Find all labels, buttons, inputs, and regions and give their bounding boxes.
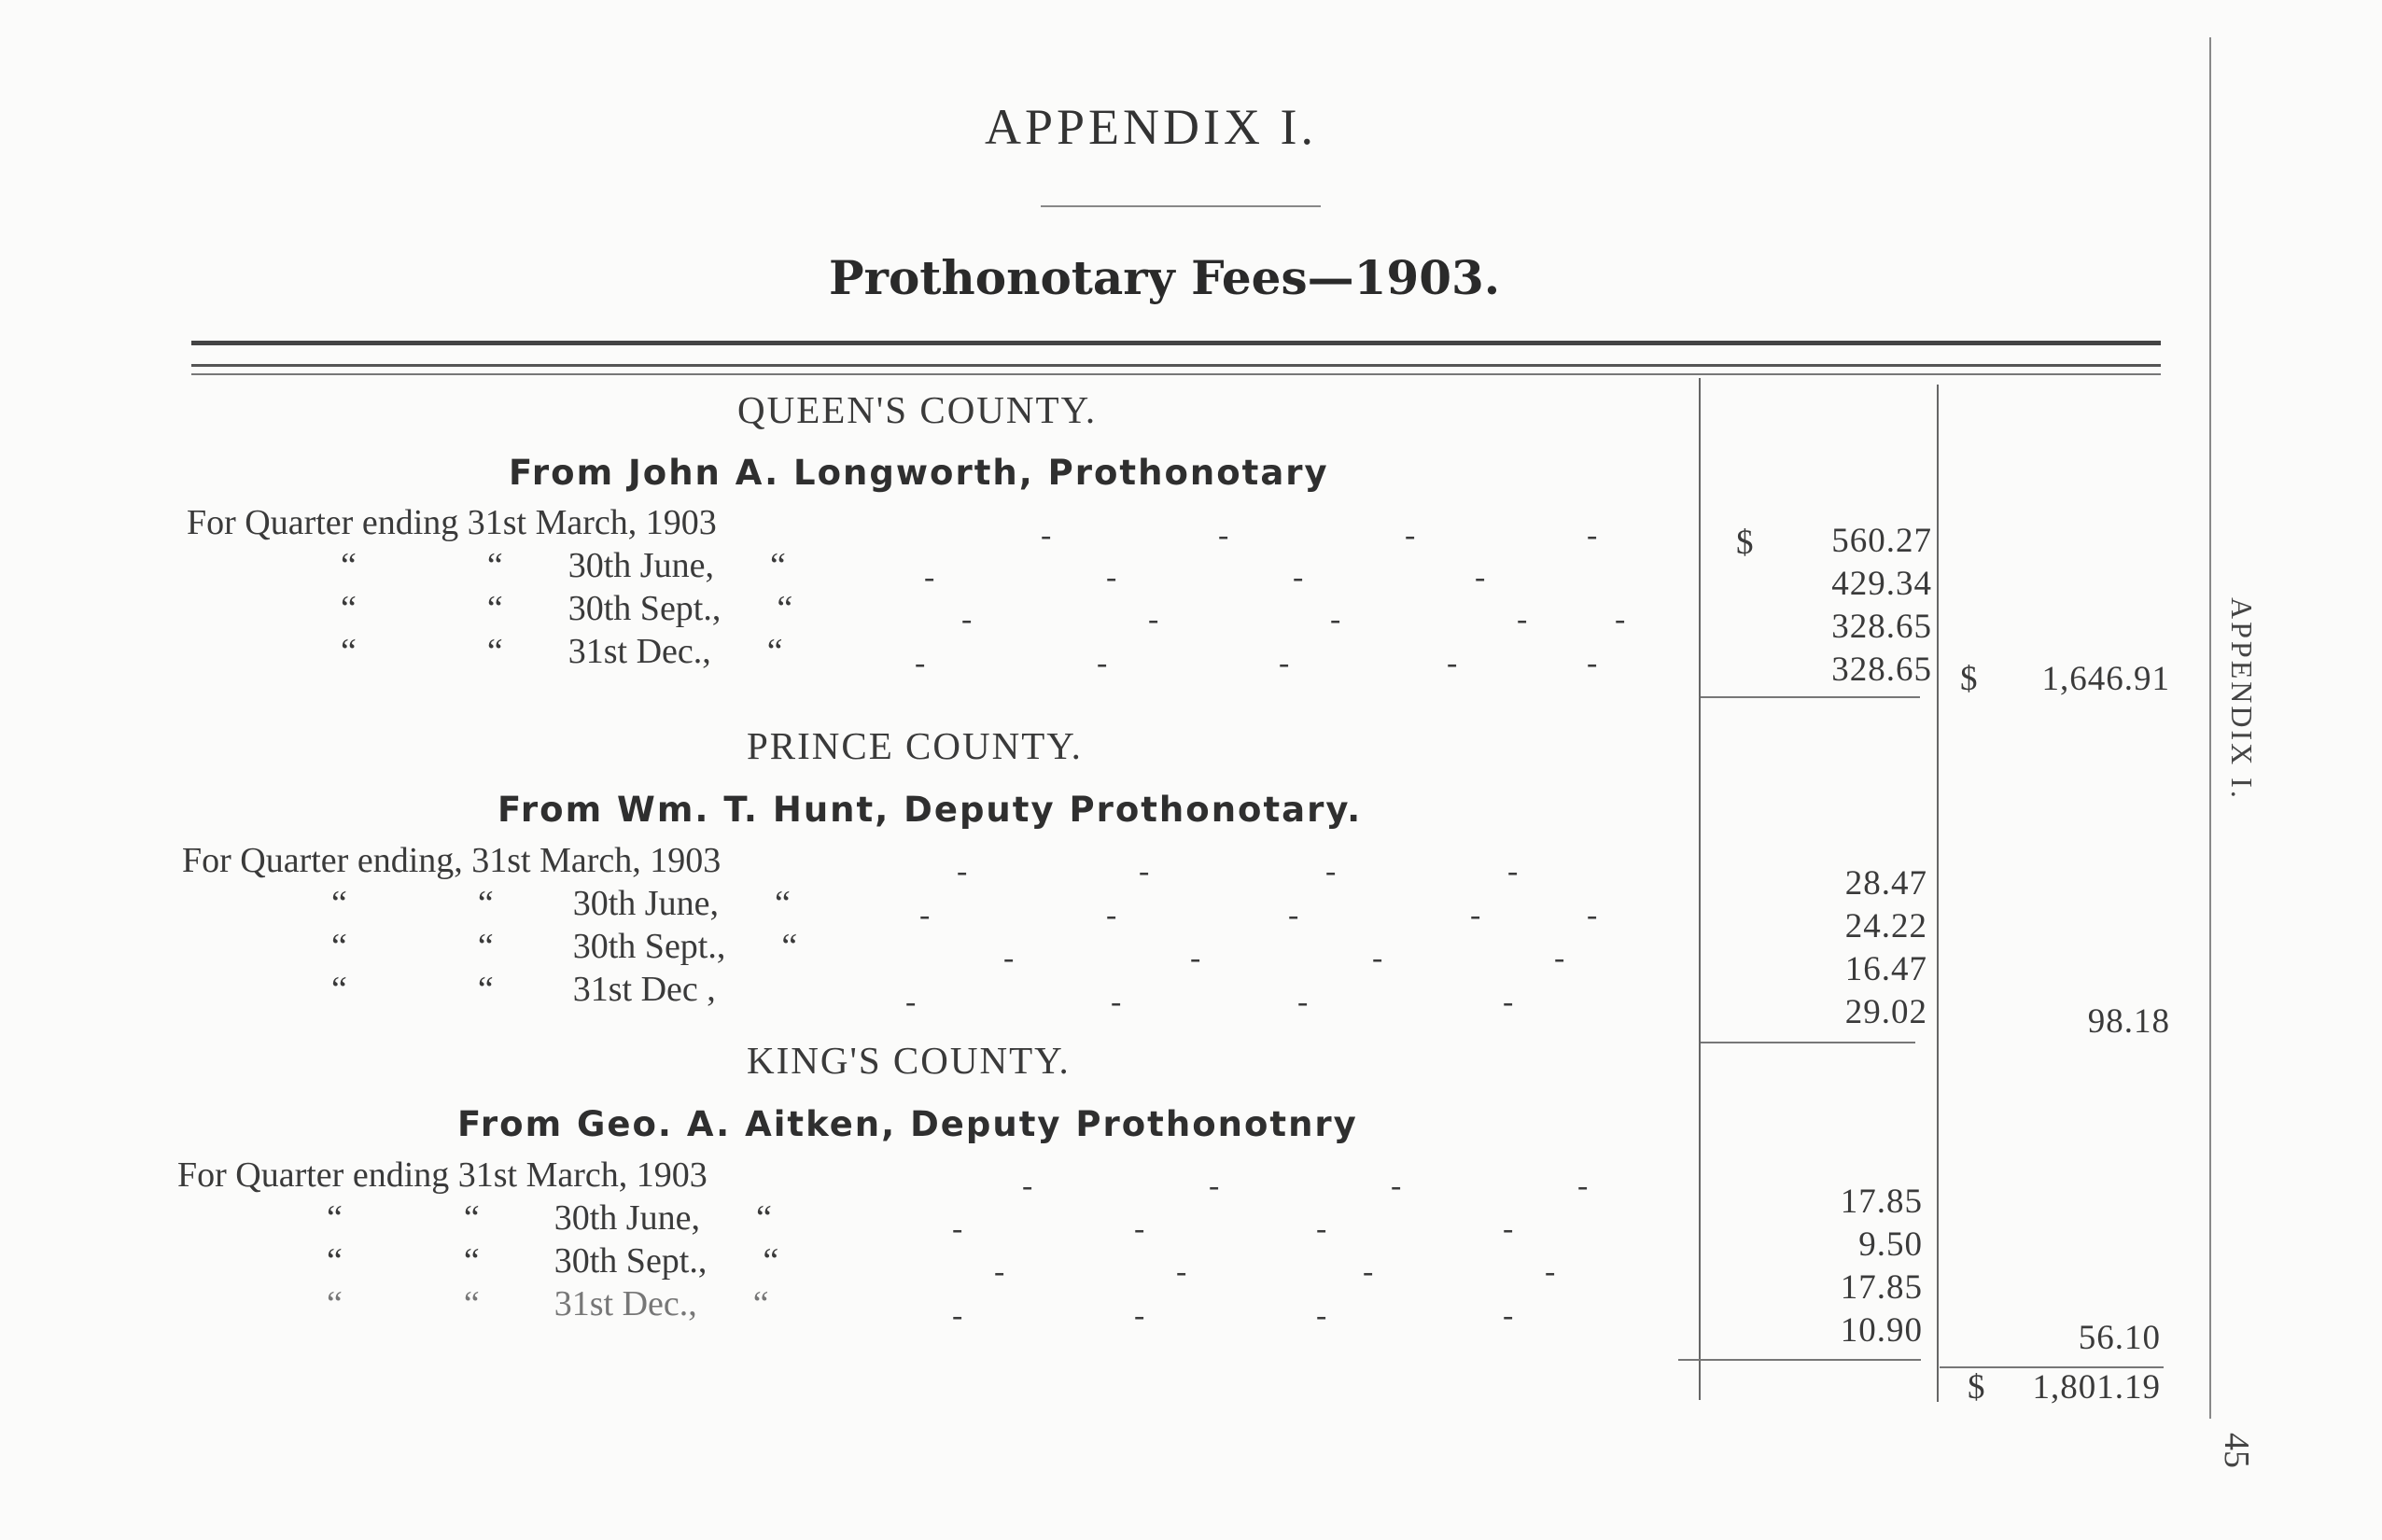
ditto-mark: “ bbox=[486, 589, 503, 628]
leader-dash: - bbox=[1176, 1254, 1187, 1289]
section-total: 98.18 bbox=[2087, 1002, 2170, 1041]
leader-dash: - bbox=[1587, 898, 1598, 932]
ditto-mark: “ bbox=[463, 1284, 480, 1323]
currency-symbol: $ bbox=[1960, 660, 1979, 698]
amount-cell: 10.90 bbox=[1840, 1311, 1923, 1350]
leader-dash: - bbox=[1218, 518, 1229, 553]
leader-dash: - bbox=[1507, 854, 1519, 889]
amount-cell: 17.85 bbox=[1840, 1183, 1923, 1221]
table-top-rule bbox=[191, 341, 2161, 345]
currency-symbol: $ bbox=[1968, 1368, 1986, 1407]
leader-dash: - bbox=[1503, 1211, 1514, 1246]
leader-dash: - bbox=[1316, 1211, 1327, 1246]
subtotal-rule bbox=[1701, 1042, 1915, 1043]
row-label: 30th Sept., bbox=[567, 589, 722, 628]
ditto-mark: “ bbox=[341, 589, 357, 628]
leader-dash: - bbox=[1587, 518, 1598, 553]
row-label: 30th Sept., bbox=[553, 1241, 708, 1281]
leader-dash: - bbox=[1615, 602, 1626, 637]
leader-dash: - bbox=[1545, 1254, 1556, 1289]
grand-total: 1,801.19 bbox=[2032, 1368, 2161, 1407]
leader-dash: - bbox=[905, 985, 917, 1019]
leader-dash: - bbox=[1148, 602, 1159, 637]
document-title: Prothonotary Fees—1903. bbox=[829, 250, 1501, 305]
table-row bbox=[182, 840, 721, 881]
leader-dash: - bbox=[1391, 1169, 1402, 1203]
table-row bbox=[341, 631, 783, 672]
amount-cell: 9.50 bbox=[1858, 1225, 1923, 1264]
ditto-mark: “ bbox=[477, 884, 494, 923]
leader-dash: - bbox=[1447, 646, 1458, 680]
leader-dash: - bbox=[994, 1254, 1005, 1289]
leader-dash: - bbox=[1279, 646, 1290, 680]
ditto-mark: “ bbox=[341, 546, 357, 585]
amount-cell: 560.27 bbox=[1831, 522, 1932, 560]
leader-dash: - bbox=[1097, 646, 1108, 680]
leader-dash: - bbox=[1111, 985, 1122, 1019]
row-label: For Quarter ending 31st March, 1903 bbox=[187, 503, 717, 542]
leader-dash: - bbox=[1363, 1254, 1374, 1289]
leader-dash: - bbox=[1503, 985, 1514, 1019]
leader-dash: - bbox=[1372, 941, 1383, 975]
leader-dash: - bbox=[952, 1298, 963, 1333]
ditto-mark: “ bbox=[463, 1198, 480, 1238]
row-label: 30th June, bbox=[567, 546, 714, 585]
ditto-mark: “ bbox=[781, 927, 798, 966]
leader-dash: - bbox=[1003, 941, 1015, 975]
appendix-title: APPENDIX I. bbox=[985, 99, 1318, 155]
leader-dash: - bbox=[1293, 560, 1304, 595]
subtotal-rule bbox=[1701, 696, 1920, 698]
section-heading-kings: KING'S COUNTY. bbox=[747, 1039, 1071, 1082]
ditto-mark: “ bbox=[341, 632, 357, 671]
leader-dash: - bbox=[1106, 560, 1117, 595]
currency-symbol: $ bbox=[1736, 524, 1755, 562]
ditto-mark: “ bbox=[486, 546, 503, 585]
ditto-mark: “ bbox=[477, 970, 494, 1009]
section-total: 56.10 bbox=[2078, 1319, 2161, 1357]
amount-cell: 28.47 bbox=[1844, 864, 1927, 903]
table-row bbox=[331, 883, 791, 924]
ditto-mark: “ bbox=[752, 1284, 769, 1323]
ditto-mark: “ bbox=[486, 632, 503, 671]
leader-dash: - bbox=[1470, 898, 1481, 932]
amount-cell: 17.85 bbox=[1840, 1268, 1923, 1307]
table-row bbox=[331, 969, 716, 1010]
leader-dash: - bbox=[1517, 602, 1528, 637]
section-from-kings: From Geo. A. Aitken, Deputy Prothonotnry bbox=[457, 1104, 1358, 1144]
row-label: For Quarter ending, 31st March, 1903 bbox=[182, 841, 722, 880]
section-heading-queens: QUEEN'S COUNTY. bbox=[737, 388, 1098, 431]
ditto-mark: “ bbox=[755, 1198, 772, 1238]
ditto-mark: “ bbox=[463, 1241, 480, 1281]
leader-dash: - bbox=[1134, 1211, 1145, 1246]
amount-cell: 328.65 bbox=[1831, 608, 1932, 646]
leader-dash: - bbox=[1587, 646, 1598, 680]
table-top-rule-2 bbox=[191, 364, 2161, 367]
leader-dash: - bbox=[1503, 1298, 1514, 1333]
leader-dash: - bbox=[1316, 1298, 1327, 1333]
table-row bbox=[327, 1283, 769, 1324]
section-heading-prince: PRINCE COUNTY. bbox=[747, 724, 1083, 767]
leader-dash: - bbox=[924, 560, 935, 595]
ditto-mark: “ bbox=[766, 632, 783, 671]
total-column-left-rule bbox=[1937, 385, 1939, 1402]
leader-dash: - bbox=[1022, 1169, 1033, 1203]
amount-cell: 328.65 bbox=[1831, 651, 1932, 689]
ditto-mark: “ bbox=[331, 927, 347, 966]
amount-cell: 429.34 bbox=[1831, 565, 1932, 603]
row-label: 30th June, bbox=[553, 1198, 700, 1238]
leader-dash: - bbox=[1209, 1169, 1220, 1203]
ditto-mark: “ bbox=[327, 1241, 343, 1281]
row-label: For Quarter ending 31st March, 1903 bbox=[177, 1155, 708, 1195]
leader-dash: - bbox=[1288, 898, 1299, 932]
leader-dash: - bbox=[1554, 941, 1565, 975]
amount-cell: 24.22 bbox=[1844, 907, 1927, 945]
section-from-queens: From John A. Longworth, Prothonotary bbox=[509, 453, 1329, 493]
leader-dash: - bbox=[1041, 518, 1052, 553]
leader-dash: - bbox=[919, 898, 931, 932]
margin-rule bbox=[2209, 37, 2211, 1419]
leader-dash: - bbox=[1325, 854, 1337, 889]
row-label: 31st Dec., bbox=[553, 1284, 697, 1323]
section-total: 1,646.91 bbox=[2041, 660, 2170, 698]
row-label: 31st Dec , bbox=[572, 970, 716, 1009]
ditto-mark: “ bbox=[477, 927, 494, 966]
table-row bbox=[327, 1240, 778, 1281]
leader-dash: - bbox=[1330, 602, 1341, 637]
ditto-mark: “ bbox=[774, 884, 791, 923]
ditto-mark: “ bbox=[769, 546, 786, 585]
title-rule bbox=[1041, 205, 1321, 207]
leader-dash: - bbox=[1577, 1169, 1589, 1203]
ditto-mark: “ bbox=[763, 1241, 779, 1281]
leader-dash: - bbox=[1139, 854, 1150, 889]
table-row bbox=[177, 1155, 708, 1196]
row-label: 30th June, bbox=[572, 884, 719, 923]
table-row bbox=[331, 926, 797, 967]
margin-appendix-label: APPENDIX I. bbox=[2225, 597, 2259, 801]
amount-cell: 16.47 bbox=[1844, 950, 1927, 988]
row-label: 31st Dec., bbox=[567, 632, 711, 671]
leader-dash: - bbox=[1106, 898, 1117, 932]
table-top-rule-3 bbox=[191, 373, 2161, 375]
leader-dash: - bbox=[1190, 941, 1201, 975]
leader-dash: - bbox=[961, 602, 973, 637]
table-row bbox=[327, 1197, 772, 1239]
section-from-prince: From Wm. T. Hunt, Deputy Prothonotary. bbox=[497, 790, 1363, 830]
leader-dash: - bbox=[1297, 985, 1309, 1019]
ditto-mark: “ bbox=[777, 589, 793, 628]
ditto-mark: “ bbox=[331, 884, 347, 923]
leader-dash: - bbox=[957, 854, 968, 889]
leader-dash: - bbox=[1475, 560, 1486, 595]
leader-dash: - bbox=[952, 1211, 963, 1246]
table-row bbox=[341, 545, 786, 586]
amount-cell: 29.02 bbox=[1844, 993, 1927, 1031]
page-number: 45 bbox=[2217, 1433, 2256, 1468]
ditto-mark: “ bbox=[327, 1198, 343, 1238]
ditto-mark: “ bbox=[331, 970, 347, 1009]
row-label: 30th Sept., bbox=[572, 927, 726, 966]
leader-dash: - bbox=[915, 646, 926, 680]
table-row bbox=[187, 502, 717, 543]
subtotal-rule bbox=[1678, 1359, 1921, 1361]
table-row bbox=[341, 588, 792, 629]
amount-column-left-rule bbox=[1699, 378, 1701, 1400]
leader-dash: - bbox=[1134, 1298, 1145, 1333]
ditto-mark: “ bbox=[327, 1284, 343, 1323]
leader-dash: - bbox=[1405, 518, 1416, 553]
